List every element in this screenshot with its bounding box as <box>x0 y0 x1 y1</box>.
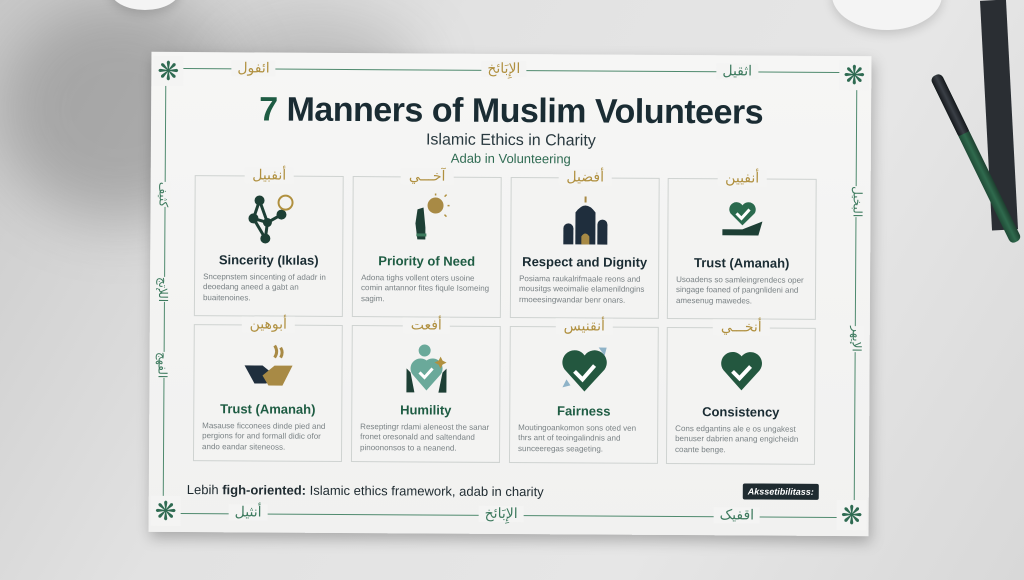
footer-bold: figh-oriented: <box>222 482 307 498</box>
card-title: Trust (Amanah) <box>220 401 316 417</box>
ornament-corner-icon: ❋ <box>153 56 183 86</box>
network-icon <box>195 192 342 245</box>
card-trust-amanah <box>667 170 817 320</box>
subtitle: Islamic Ethics in Charity <box>425 131 596 150</box>
card-arabic: أنخـــي <box>713 319 770 335</box>
arabic-top-left: ائفول <box>231 60 275 76</box>
pen-cap <box>930 73 969 137</box>
card-arabic: أفضيل <box>558 169 612 185</box>
cup <box>832 0 942 30</box>
card-title: Sincerity (Ikılas) <box>218 252 319 268</box>
card-title: Priority of Need <box>378 253 476 269</box>
arabic-side: الإيهر <box>849 326 864 352</box>
hand-heart-icon <box>668 195 815 248</box>
card-title: Trust (Amanah) <box>693 255 790 271</box>
card-priority-of-need <box>352 168 502 318</box>
arabic-side: الفهج <box>155 351 170 379</box>
card-arabic: أنفبيل <box>244 167 294 183</box>
card-text: Sncepnstem sincenting of adadr in deoedang aneed a gabt an buaitenoines. <box>202 272 326 303</box>
heart-check-icon <box>667 344 814 397</box>
arabic-top-center: الإِبَائخ <box>481 61 526 77</box>
card-text: Masause ficconees dinde pied and pergions for and formall didic ofor ando eandar siteneoss. <box>202 421 326 452</box>
arabic-top-right: اثقيل <box>716 63 758 79</box>
hands-check-icon <box>352 342 499 395</box>
arabic-bottom-left: أنثيل <box>229 504 268 520</box>
card-title: Consistency <box>702 404 780 420</box>
mosque-icon <box>511 194 658 247</box>
card-text: Posiama raukalrifmaale reons and mousitgs weoimalie elamenildngins rmoeesingwandar benr onars. <box>518 274 645 305</box>
footer-text: Islamic ethics framework, adab in charity <box>309 482 544 500</box>
card-arabic: أبوهين <box>242 316 295 332</box>
card-consistency <box>666 319 816 465</box>
accessibility-badge: Akssetibilitass: <box>743 483 819 499</box>
card-arabic: أنفيين <box>717 170 767 186</box>
card-humility <box>351 317 501 463</box>
handshake-icon <box>194 341 341 394</box>
title-text: Manners of Muslim Volunteers <box>286 90 764 132</box>
heart-arrow-icon <box>510 343 657 396</box>
card-title: Fairness <box>556 403 611 419</box>
card-text: Adona tighs vollent oters usoine comin antannor fites fiqule Isomeing sagim. <box>360 273 490 304</box>
footer-note <box>187 482 544 499</box>
arabic-side: اللإتج <box>155 276 171 303</box>
card-text: Cons edgantins ale e os ungakest benuser dabrien anang engicheidn coante benge. <box>675 424 799 455</box>
card-text: Moutingoankomon sons oted ven thrs ant of teoingalindnis and sunceeregas seageting. <box>518 423 637 454</box>
tagline: Adab in Volunteering <box>450 150 571 167</box>
arabic-side: البخيل <box>850 186 865 218</box>
card-text: Usoadens so samleingrendecs oper singage foaned of pangnlideni and amesenug mawedes. <box>675 275 804 306</box>
footer-prefix: Lebih <box>186 482 219 498</box>
poster <box>149 52 872 536</box>
title-number: 7 <box>259 90 278 129</box>
card-title: Respect and Dignity <box>522 254 648 270</box>
arabic-bottom-center: الإِبَائخ <box>479 506 524 522</box>
card-arabic: أنقنيس <box>556 318 613 334</box>
card-text: Reseptingr rdami aleneost the sanar fronet oresonald and saltendand pinoononsos to a neanend. <box>360 422 490 453</box>
card-trust-amanah-2 <box>193 316 343 462</box>
arabic-bottom-right: اقفيک <box>714 507 761 523</box>
arabic-side: كثيف <box>156 181 171 208</box>
card-arabic: آخـــي <box>401 168 454 184</box>
card-fairness <box>509 318 659 464</box>
card-sincerity <box>194 167 344 317</box>
ornament-corner-icon: ❋ <box>837 500 867 530</box>
ornament-corner-icon: ❋ <box>839 60 869 90</box>
hand-sun-icon <box>353 193 500 246</box>
page-title <box>151 90 871 133</box>
card-title: Humility <box>400 402 452 418</box>
card-respect-and-dignity <box>510 169 660 319</box>
card-arabic: أفعت <box>403 317 450 333</box>
ornament-corner-icon: ❋ <box>151 496 181 526</box>
